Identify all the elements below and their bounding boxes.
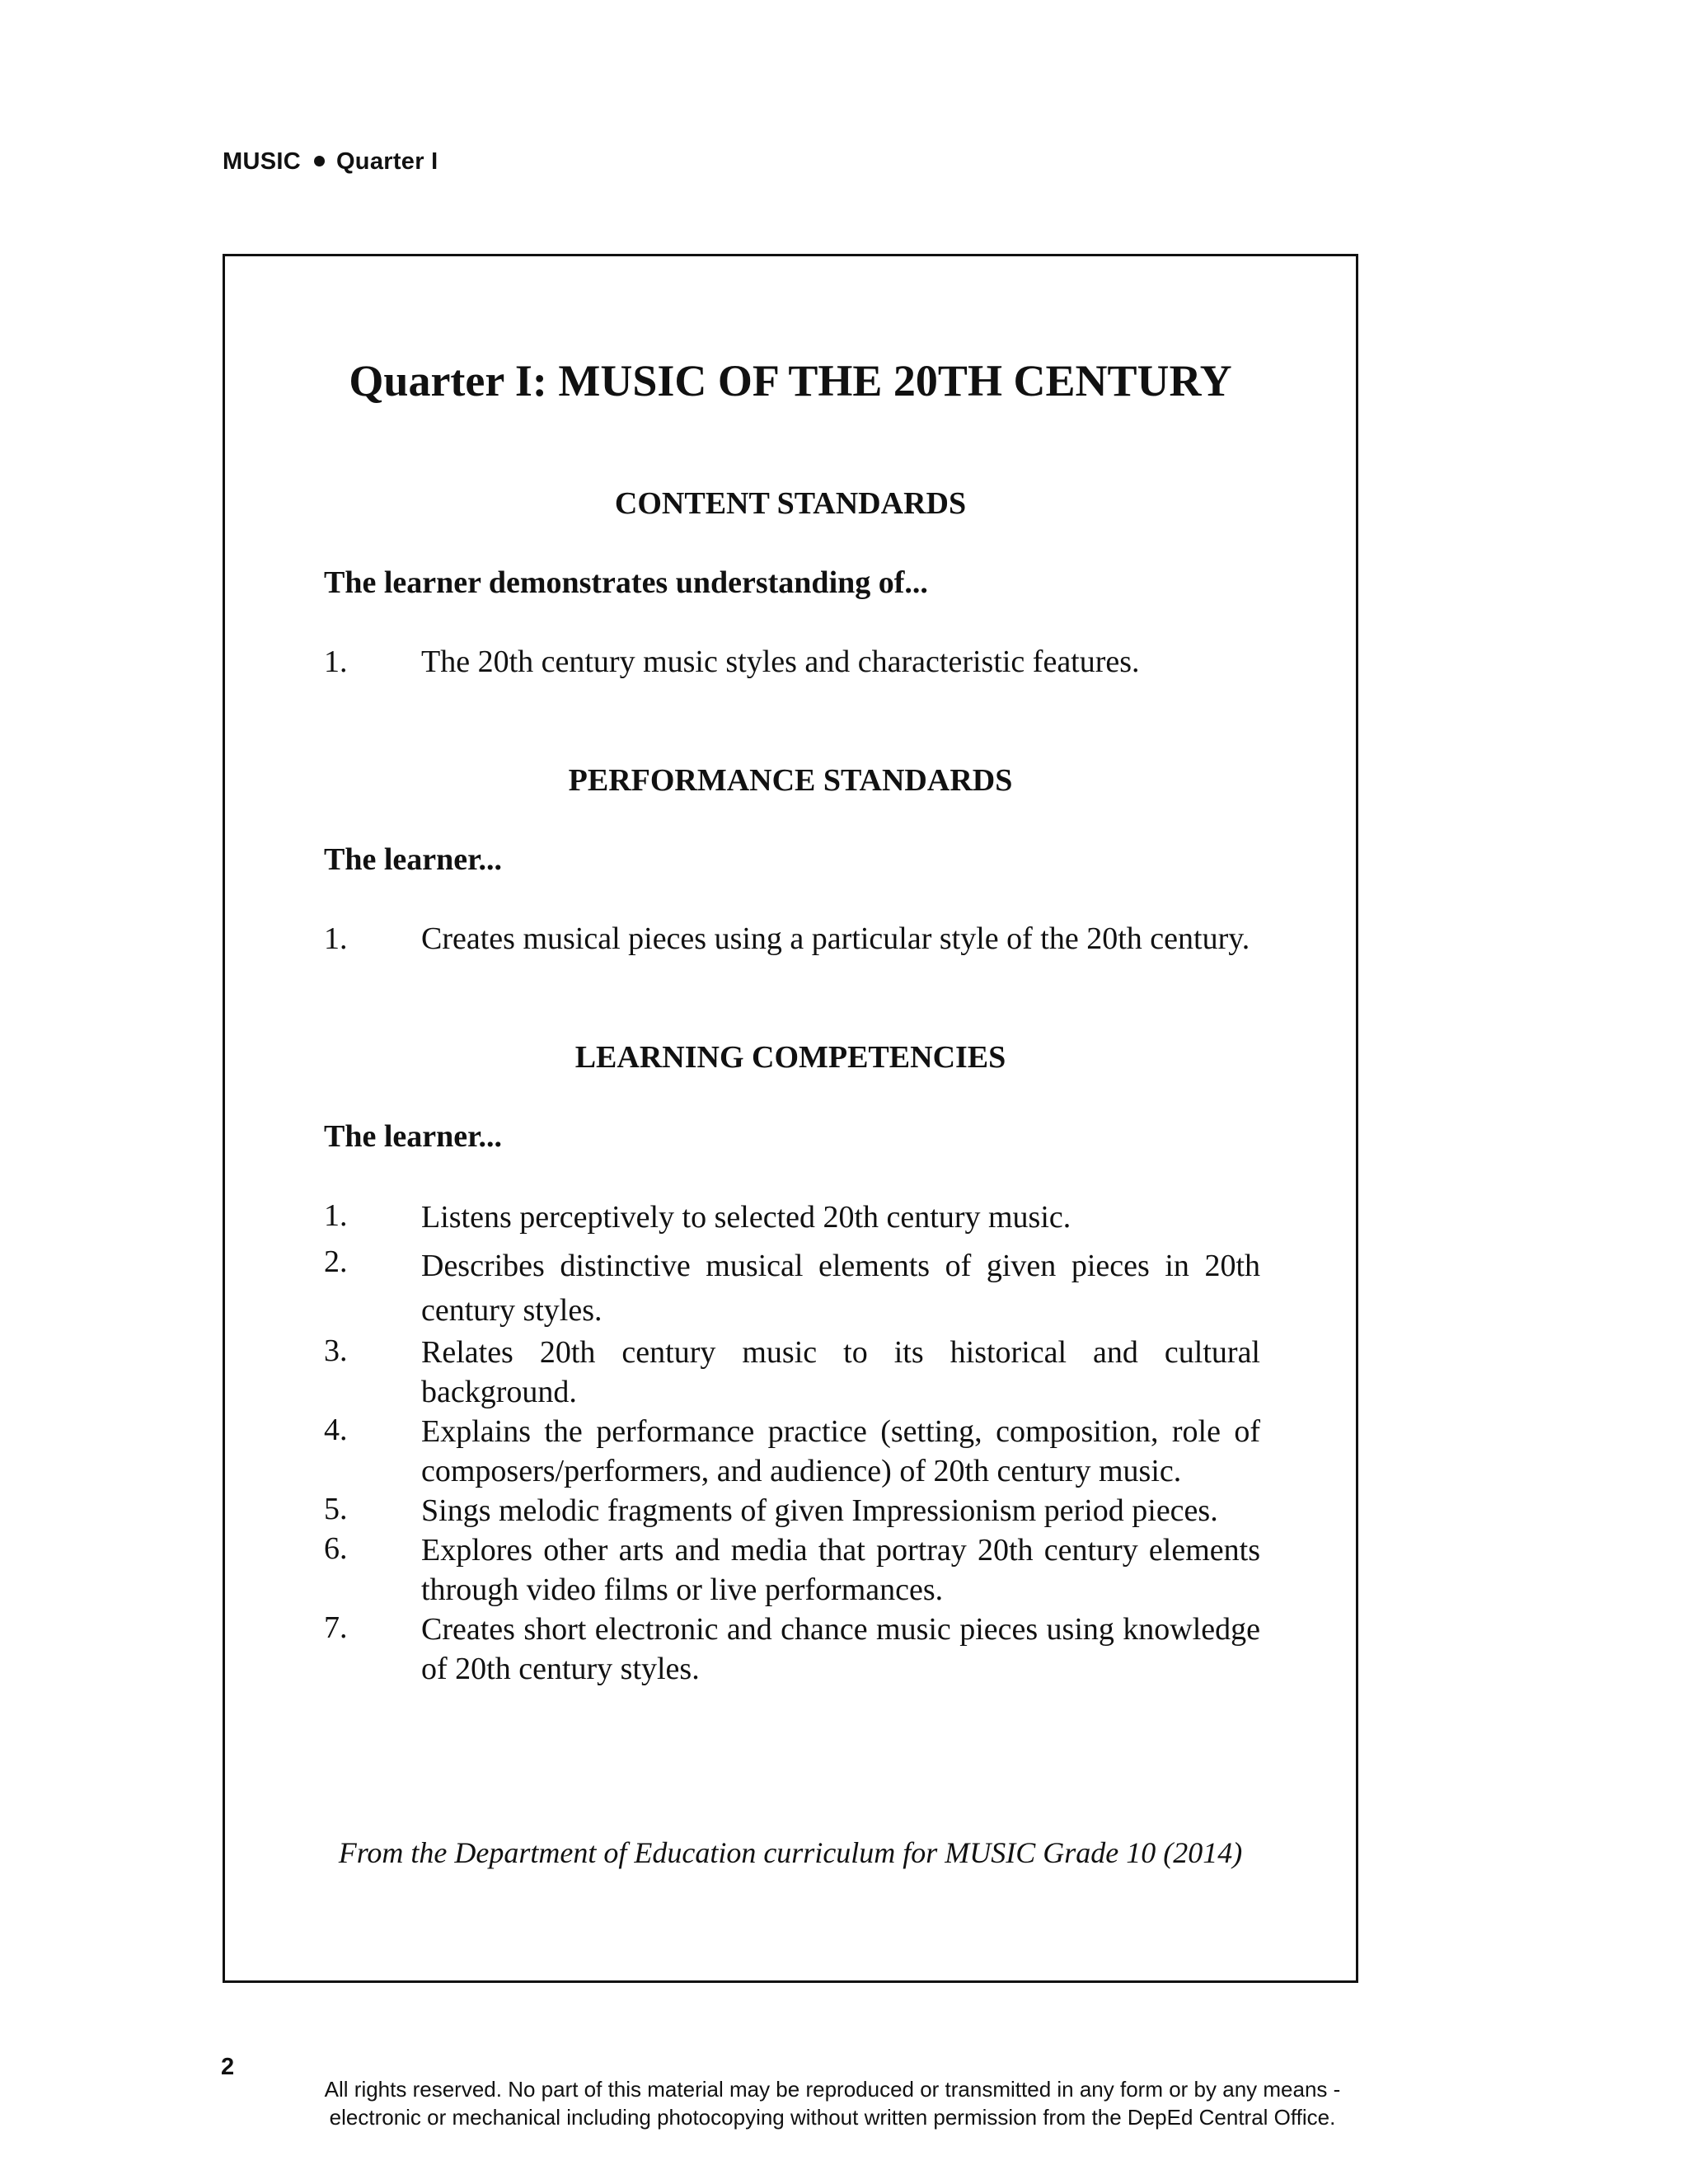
performance-standard-text: Creates musical pieces using a particular style of the 20th century. (421, 921, 1250, 956)
list-item-text: Explores other arts and media that portray 20th century elements through video films or live performances. (421, 1533, 1260, 1607)
list-item-text: Listens perceptively to selected 20th century music. (421, 1200, 1071, 1235)
list-item-text: Describes distinctive musical elements of given pieces in 20th century styles. (421, 1249, 1260, 1328)
page-number: 2 (221, 2054, 235, 2080)
document-title: Quarter I: MUSIC OF THE 20TH CENTURY (349, 356, 1232, 405)
performance-standards-heading: PERFORMANCE STANDARDS (568, 763, 1013, 798)
content-standards-lead: The learner demonstrates understanding of... (324, 565, 928, 600)
source-note: From the Department of Education curriculum for MUSIC Grade 10 (2014) (338, 1836, 1243, 1869)
content-standards-heading: CONTENT STANDARDS (614, 486, 967, 521)
performance-standard-number: 1. (324, 921, 348, 956)
content-standard-number: 1. (324, 644, 348, 679)
list-item-text: Relates 20th century music to its historical and cultural background. (421, 1335, 1260, 1409)
list-item-number: 6. (324, 1531, 348, 1566)
list-item-number: 1. (324, 1198, 348, 1233)
list-item-text: Explains the performance practice (setting, composition, role of composers/performers, and audience) of 20th century music. (421, 1414, 1260, 1488)
copyright-notice-line-2: electronic or mechanical including photocopying without written permission from the DepEd Central Office. (329, 2105, 1336, 2130)
content-standard-text: The 20th century music styles and characteristic features. (421, 644, 1140, 679)
performance-standards-lead: The learner... (324, 842, 503, 877)
list-item-text: Creates short electronic and chance music pieces using knowledge of 20th century styles. (421, 1612, 1260, 1686)
bullet-dot-icon (314, 156, 325, 166)
list-item-text: Sings melodic fragments of given Impressionism period pieces. (421, 1493, 1218, 1528)
list-item-number: 7. (324, 1610, 348, 1645)
list-item-number: 3. (324, 1333, 348, 1368)
running-header (223, 148, 438, 176)
list-item-number: 2. (324, 1244, 348, 1279)
list-item-number: 4. (324, 1413, 348, 1447)
learning-competencies-heading: LEARNING COMPETENCIES (574, 1040, 1006, 1075)
copyright-notice-line-1: All rights reserved. No part of this material may be reproduced or transmitted in any form or by any means - (324, 2077, 1341, 2102)
header-quarter: Quarter I (335, 148, 438, 175)
copyright-notice (297, 2075, 1368, 2131)
list-item-number: 5. (324, 1492, 348, 1526)
header-subject: MUSIC (223, 148, 301, 175)
standards-box (223, 254, 1358, 1983)
learning-competencies-lead: The learner... (324, 1119, 503, 1154)
